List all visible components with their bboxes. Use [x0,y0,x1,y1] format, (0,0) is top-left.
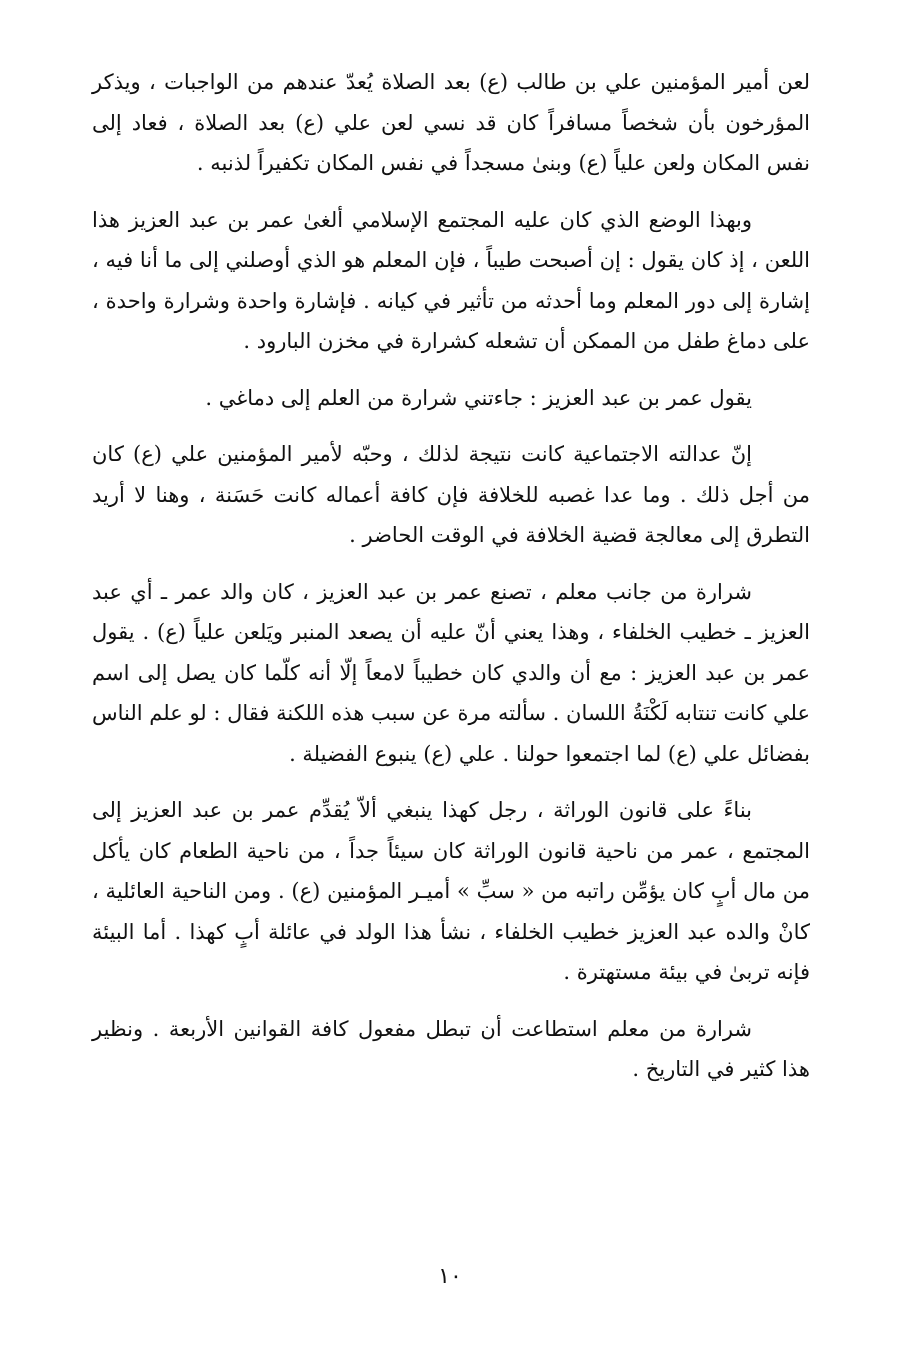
paragraph-1: لعن أمير المؤمنين علي بن طالب (ع) بعد الصلاة يُعدّ عندهم من الواجبات ، ويذكر المؤرخون بأن شخصاً مسافراً كان قد نسي لعن علي (ع) بعد الصلاة ، فعاد إلى نفس المكان ولعن علياً (ع) وبنىٰ مسجداً في نفس المكان تكفيراً لذنبه . [92,70,810,175]
paragraph-4: إنّ عدالته الاجتماعية كانت نتيجة لذلك ، وحبّه لأمير المؤمنين علي (ع) كان من أجل ذلك . وما عدا غصبه للخلافة فإن كافة أعماله كانت حَسَنة ، وهنا لا أريد التطرق إلى معالجة قضية الخلافة في الوقت الحاضر . [92,442,810,547]
paragraph-3: يقول عمر بن عبد العزيز : جاءتني شرارة من العلم إلى دماغي . [205,385,752,410]
page-number: ١٠ [438,1264,462,1289]
page-body [92,62,810,1106]
paragraph-2: وبهذا الوضع الذي كان عليه المجتمع الإسلامي ألغىٰ عمر بن عبد العزيز هذا اللعن ، إذ كان يقول : إن أصبحت طيباً ، فإن المعلم هو الذي أوصلني إلى ما أنا فيه ، إشارة إلى دور المعلم وما أحدثه من تأثير في كيانه . فإشارة واحدة وشرارة واحدة ، على دماغ طفل من الممكن أن تشعله كشرارة في مخزن البارود . [92,207,810,353]
paragraph-5: شرارة من جانب معلم ، تصنع عمر بن عبد العزيز ، كان والد عمر ـ أي عبد العزيز ـ خطيب الخلفاء ، وهذا يعني أنّ عليه أن يصعد المنبر ويَلعن علياً (ع) . يقول عمر بن عبد العزيز : مع أن والدي كان خطيباً لامعاً إلّا أنه كلّما كان يصل إلى اسم علي كانت تنتابه لَكْنَةُ اللسان . سألته مرة عن سبب هذه اللكنة فقال : لو علم الناس بفضائل علي (ع) لما اجتمعوا حولنا . علي (ع) ينبوع الفضيلة . [92,579,810,766]
paragraph-6: بناءً على قانون الوراثة ، رجل كهذا ينبغي ألاّ يُقدِّم عمر بن عبد العزيز إلى المجتمع ، عمر من ناحية قانون الوراثة كان سيئاً جداً ، من ناحية الطعام كان يأكل من مال أبٍ كان يؤمِّن راتبه من « سبِّ » أميـر المؤمنين (ع) . ومن الناحية العائلية ، كانْ والده عبد العزيز خطيب الخلفاء ، نشأ هذا الولد في عائلة أبٍ كهذا . أما البيئة فإنه تربىٰ في بيئة مستهترة . [92,798,810,984]
paragraph-7: شرارة من معلم استطاعت أن تبطل مفعول كافة القوانين الأربعة . ونظير هذا كثير في التاريخ . [92,1016,810,1081]
